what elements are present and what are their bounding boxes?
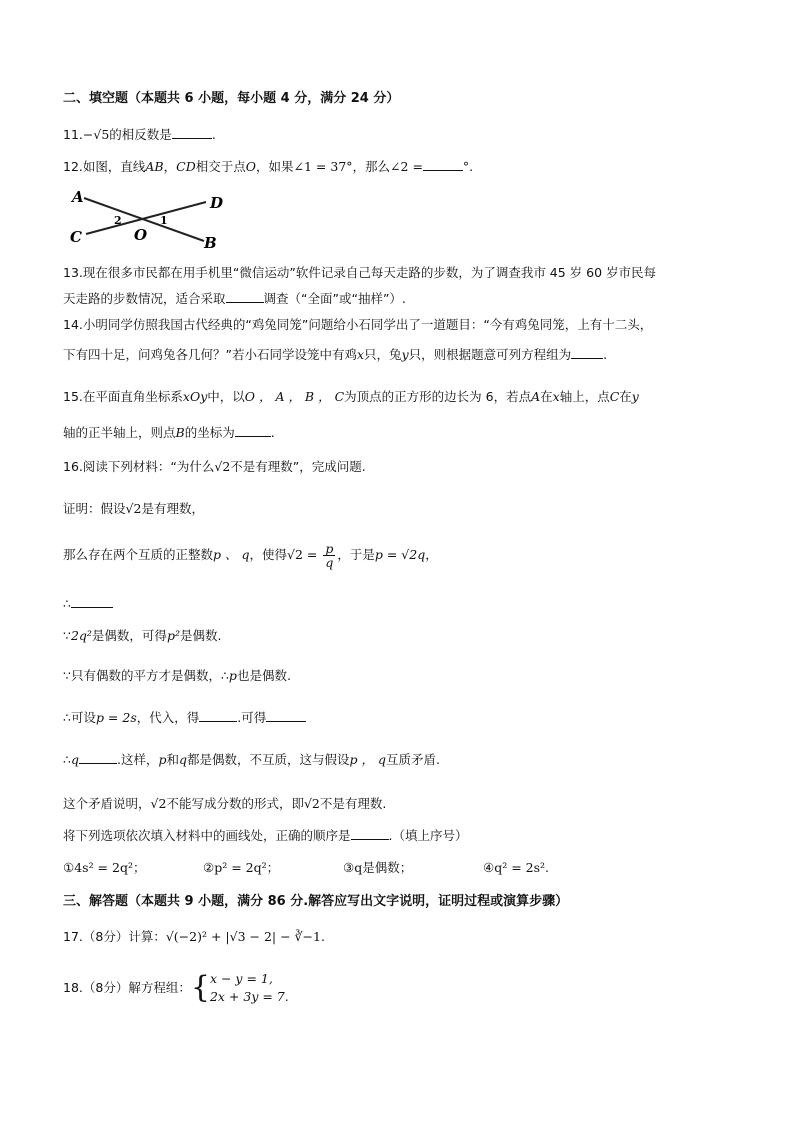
question-16-intro: 16.阅读下列材料：“为什么√2不是有理数”，完成问题. (63, 459, 366, 474)
intersecting-lines-figure (64, 184, 234, 254)
answer-blank[interactable] (226, 290, 264, 303)
question-13-line-2: 天走路的步数情况，适合采取 调查（“全面”或“抽样”）. (63, 291, 406, 306)
q11-expression: −√5 (82, 127, 110, 142)
label-angle-1: 1 (160, 214, 168, 227)
equation-system: x − y = 1, 2x + 3y = 7. (209, 971, 289, 1004)
label-b: B (204, 234, 217, 252)
label-c: C (70, 228, 82, 246)
question-17: 17.（8分）计算：√(−2)² + |√3 − 2| − ∛−1. (63, 929, 325, 944)
option-4: ④q² = 2s². (483, 860, 549, 875)
answer-blank[interactable] (235, 424, 271, 437)
question-14-line-1: 14.小明同学仿照我国古代经典的“鸡兔同笼”问题给小石同学出了一道题目：“今有鸡兔同笼，上有十二头， (63, 317, 653, 332)
proof-contradiction: ∴q .这样，p和q都是偶数，不互质，这与假设p ， q互质矛盾. (63, 752, 440, 767)
proof-existence: 那么存在两个互质的正整数p 、 q，使得√2 = $\frac{p}{q}$ ，于是p = √2q， (63, 541, 438, 570)
answer-blank[interactable] (571, 346, 603, 359)
proof-only-even-squares: ∵只有偶数的平方才是偶数，∴p也是偶数. (63, 668, 291, 683)
question-18: 18.（8分）解方程组：{ x − y = 1, 2x + 3y = 7. (63, 970, 289, 1005)
answer-blank[interactable] (172, 126, 212, 139)
proof-assumption: 证明：假设√2是有理数， (63, 501, 204, 516)
answer-blank[interactable] (351, 827, 389, 840)
proof-therefore-blank: ∴ (63, 595, 113, 613)
proof-substitute: ∴可设p = 2s，代入，得 .可得 (63, 709, 306, 727)
question-15-line-1: 15.在平面直角坐标系xOy中，以O ， A ， B ， C为顶点的正方形的边长为 6，若点A在x轴上，点C在y (63, 389, 639, 404)
question-14-line-2: 下有四十足，问鸡兔各几何？”若小石同学设笼中有鸡x只，兔y只，则根据题意可列方程组为 . (63, 347, 608, 362)
section-2-title: 二、填空题（本题共 6 小题，每小题 4 分，满分 24 分） (63, 91, 400, 106)
answer-blank[interactable] (199, 709, 237, 722)
fraction-p-over-q: $\frac{p}{q}$ (325, 541, 334, 570)
proof-conclusion: 这个矛盾说明，√2不能写成分数的形式，即√2不是有理数. (63, 796, 387, 811)
order-question: 将下列选项依次填入材料中的画线处，正确的顺序是 .（填上序号） (63, 828, 468, 843)
question-11: 11.−√5的相反数是 . (63, 127, 216, 142)
label-a: A (72, 188, 84, 206)
system-brace: { (190, 970, 210, 1005)
options-row (63, 859, 603, 877)
answer-blank[interactable] (266, 709, 306, 722)
label-o: O (134, 226, 148, 244)
question-12: 12.如图，直线AB，CD相交于点O，如果∠1 = 37°，那么∠2 = °. (63, 159, 474, 174)
answer-blank[interactable] (423, 158, 463, 171)
question-15-line-2: 轴的正半轴上，则点B的坐标为 . (63, 425, 275, 440)
option-3: ③q是偶数； (343, 860, 413, 875)
option-1: ①4s² = 2q²； (63, 860, 146, 875)
label-d: D (210, 194, 224, 212)
q17-expression: √(−2)² + |√3 − 2| − ∛−1 (165, 929, 321, 944)
section-3-title: 三、解答题（本题共 9 小题，满分 86 分.解答应写出文字说明，证明过程或演算步骤） (63, 894, 569, 909)
option-2: ②p² = 2q²； (203, 860, 280, 875)
label-angle-2: 2 (114, 214, 122, 227)
question-13-line-1: 13.现在很多市民都在用手机里“微信运动”软件记录自己每天走路的步数，为了调查我市 45 岁 60 岁市民每 (63, 265, 657, 280)
answer-blank[interactable] (71, 595, 113, 608)
proof-because-even: ∵2q²是偶数，可得p²是偶数. (63, 628, 222, 643)
answer-blank[interactable] (79, 751, 117, 764)
